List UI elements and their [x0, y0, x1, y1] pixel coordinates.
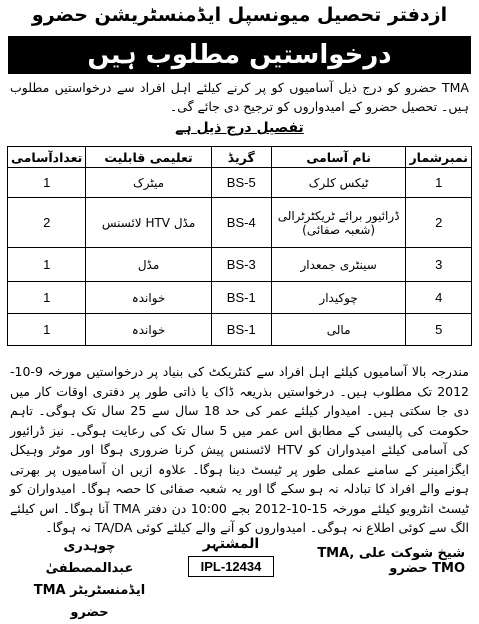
col-serial: نمبرشمار — [406, 147, 472, 168]
table-row — [8, 168, 472, 198]
terms-paragraph: مندرجہ بالا آسامیوں کیلئے اہل افراد سے کنٹریکٹ کی بنیاد پر درخواستیں مورخہ 9-10-2012 تک مطلوب ہیں۔ درخواستیں بذریعہ ڈاک یا ذاتی طور پر دفتری اوقات کار میں دی جا سکتی ہیں۔ امیدوار کیلئے عمر کی حد 18 سال سے 25 سال تک ہوگی۔ تاہم حکومت کی پالیسی کے مطابق اس عمر میں 5 سال تک کی رعایت ہوگی۔ نیز ڈرائیور کی آسامی کیلئے امیدواران کو HTV لائسنس پیش کرنا ضروری ہوگا اور موٹر وہیکل ایگزامینر کے سامنے عملی طور پر ٹیسٹ دینا ہوگا۔ علاوہ ازیں ان آسامیوں پر بھرتی ہونے والے افراد کا تبادلہ نہ ہو سکے گا اور یہ شعبہ صفائی کا حصہ ہوگا۔ امیدواران کو ٹیسٹ انٹرویو کیلئے مورخہ 15-10-2012 بجے 10:00 دن دفتر TMA آنا ہوگا۔ اس کیلئے الگ سے کوئی اطلاع نہ ہوگی۔ امیدواروں کو آنے والے کیلئے کوئی TA/DA نہ ہوگا۔ — [10, 364, 469, 535]
administrator-title: ایڈمنسٹریٹر TMA حضرو — [33, 583, 146, 620]
row-post: ٹیکس کلرک — [271, 168, 406, 198]
row-qualification: خواندہ — [86, 314, 211, 346]
row-qualification: خواندہ — [86, 282, 211, 314]
row-serial: 3 — [406, 248, 472, 282]
row-count: 1 — [8, 248, 86, 282]
tmo-signature: شیخ شوکت علی TMA, TMO حضرو — [317, 546, 465, 576]
row-serial: 1 — [406, 168, 472, 198]
posts-table — [7, 146, 472, 346]
administrator-signature — [22, 536, 157, 624]
row-serial: 4 — [406, 282, 472, 314]
row-post: چوکیدار — [271, 282, 406, 314]
row-qualification: مڈل HTV لائسنس — [86, 198, 211, 248]
col-qualification: تعلیمی قابلیت — [86, 147, 211, 168]
row-grade: BS-3 — [211, 248, 271, 282]
table-title: تفصیل درج ذیل ہے — [175, 120, 304, 136]
table-header-row — [8, 147, 472, 168]
row-qualification: مڈل — [86, 248, 211, 282]
col-grade: گریڈ — [211, 147, 271, 168]
row-count: 1 — [8, 314, 86, 346]
row-grade: BS-4 — [211, 198, 271, 248]
advertiser-label: المشتہر — [202, 536, 260, 552]
table-row — [8, 248, 472, 282]
row-count: 2 — [8, 198, 86, 248]
footer — [0, 530, 479, 620]
advertiser-code: IPL-12434 — [188, 556, 274, 577]
table-row — [8, 198, 472, 248]
advertiser-box — [188, 536, 274, 577]
row-count: 1 — [8, 168, 86, 198]
row-serial: 2 — [406, 198, 472, 248]
table-row — [8, 282, 472, 314]
row-grade: BS-1 — [211, 282, 271, 314]
row-grade: BS-1 — [211, 314, 271, 346]
row-post: ڈرائیور برائے ٹریکٹرٹرالی (شعبہ صفائی) — [271, 198, 406, 248]
intro-paragraph: TMA حضرو کو درج ذیل آسامیوں کو پر کرنے کیلئے اہل افراد سے درخواستیں مطلوب ہیں۔ تحصیل حضرو کے امیدواروں کو ترجیح دی جائے گی۔ — [10, 80, 469, 114]
col-count: تعدادآسامی — [8, 147, 86, 168]
row-post: مالی — [271, 314, 406, 346]
table-row — [8, 314, 472, 346]
vacancy-banner: درخواستیں مطلوب ہیں — [8, 36, 471, 74]
row-serial: 5 — [406, 314, 472, 346]
row-grade: BS-5 — [211, 168, 271, 198]
col-post: نام آسامی — [271, 147, 406, 168]
row-qualification: میٹرک — [86, 168, 211, 198]
administrator-name: چوہدری عبدالمصطفیٰ — [45, 539, 134, 576]
row-post: سینٹری جمعدار — [271, 248, 406, 282]
row-count: 1 — [8, 282, 86, 314]
office-title: ازدفتر تحصیل میونسپل ایڈمنسٹریشن حضرو — [31, 4, 448, 26]
